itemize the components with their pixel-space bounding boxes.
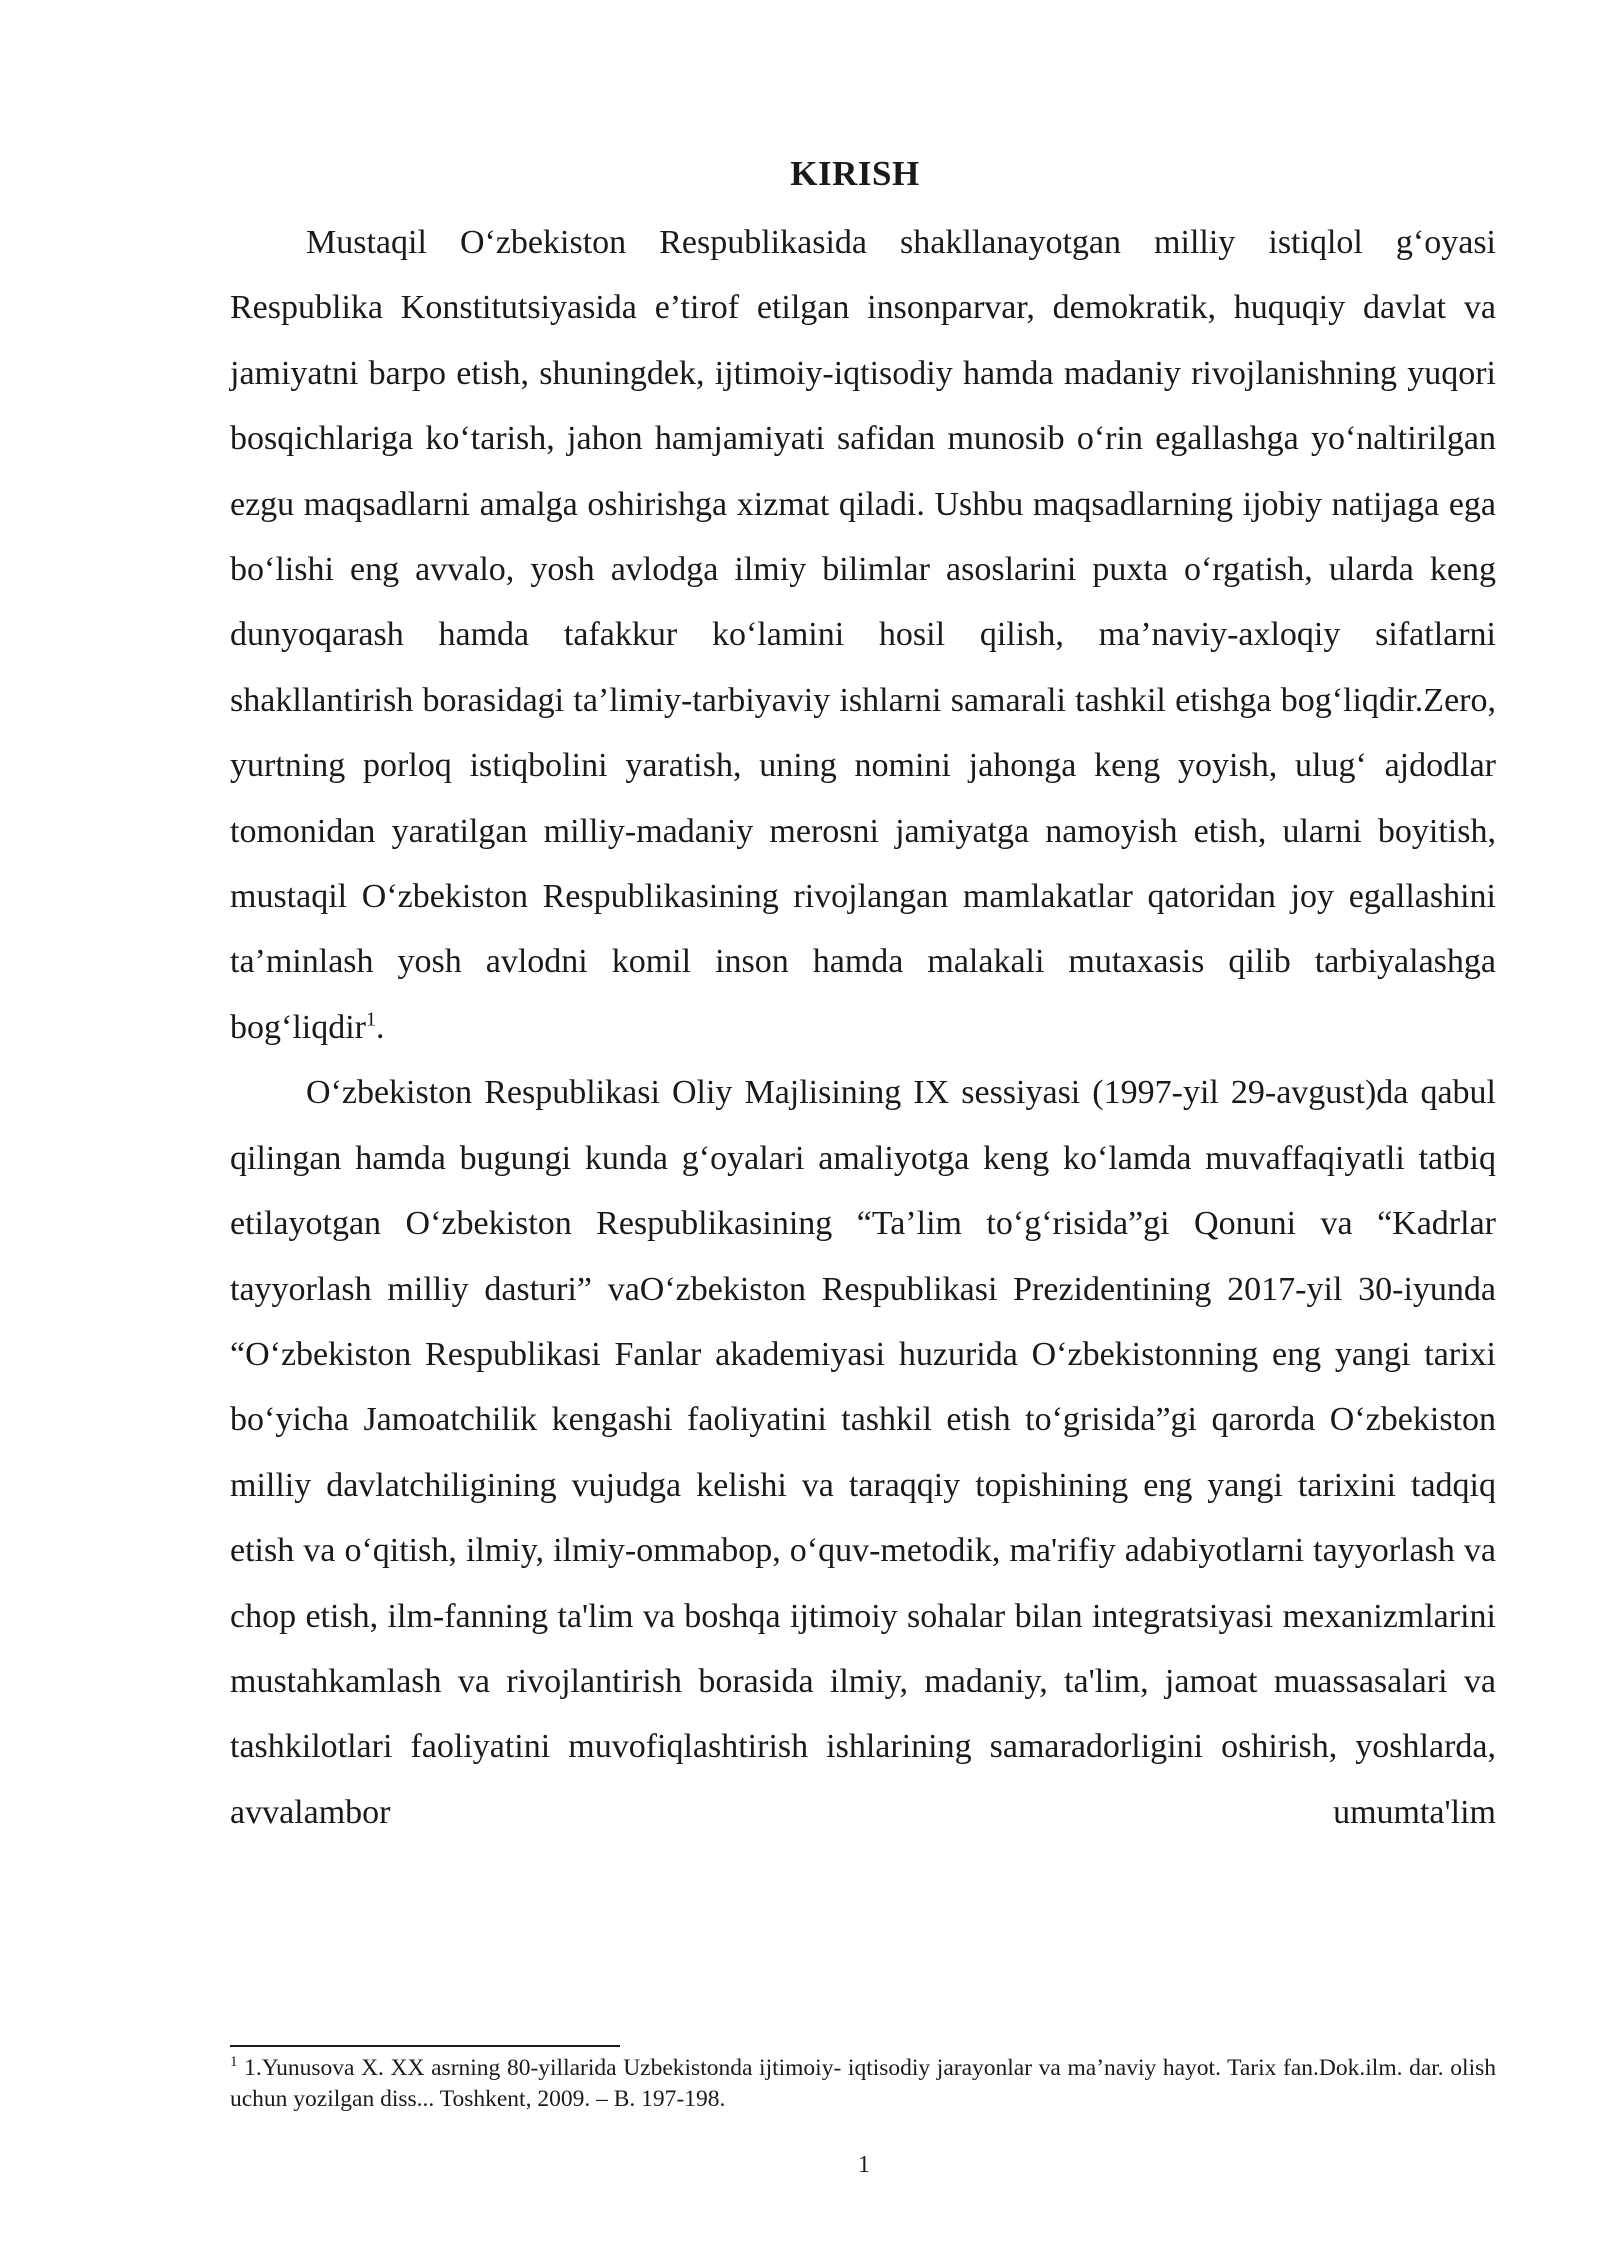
footnote-marker: 1 — [230, 2054, 238, 2071]
footnote-separator — [230, 2045, 620, 2047]
paragraph-1-text: Mustaqil O‘zbekiston Respublikasida shakllanayotgan milliy istiqlol g‘oyasi Respublika Konstitutsiyasida e’tirof etilgan insonparvar, demokratik, huquqiy davlat va jamiyatni barpo etish, shuningdek, ijtimoiy-iqtisodiy hamda madaniy rivojlanishning yuqori bosqichlariga ko‘tarish, jahon hamjamiyati safidan munosib o‘rin egallashga yo‘naltirilgan ezgu maqsadlarni amalga oshirishga xizmat qiladi. Ushbu maqsadlarning ijobiy natijaga ega bo‘lishi eng avvalo, yosh avlodga ilmiy bilimlar asoslarini puxta o‘rgatish, ularda keng dunyoqarash hamda tafakkur ko‘lamini hosil qilish, ma’naviy-axloqiy sifatlarni shakllantirish borasidagi ta’limiy-tarbiyaviy ishlarni samarali tashkil etishga bog‘liqdir.Zero, yurtning porloq istiqbolini yaratish, uning nomini jahonga keng yoyish, ulug‘ ajdodlar tomonidan yaratilgan milliy-madaniy merosni jamiyatga namoyish etish, ularni boyitish, mustaqil O‘zbekiston Respublikasining rivojlangan mamlakatlar qatoridan joy egallashini ta’minlash yosh avlodni komil inson hamda malakali mutaxasis qilib tarbiyalashga bog‘liqdir — [230, 224, 1496, 1046]
page-title: KIRISH — [790, 154, 920, 193]
body-text — [230, 210, 1496, 1845]
paragraph-1 — [230, 210, 1496, 1060]
paragraph-1-end: . — [375, 1008, 385, 1046]
footnote-reference[interactable]: 1 — [365, 1008, 376, 1031]
paragraph-2 — [230, 1060, 1496, 1845]
footnote-text: 1.Yunusova X. XX asrning 80-yillarida Uzbekistonda ijtimoiy- iqtisodiy jarayonlar va ma’naviy hayot. Tarix fan.Dok.ilm. dar. olish uchun yozilgan diss... Toshkent, 2009. – B. 197-198. — [230, 2055, 1497, 2112]
paragraph-2-text: O‘zbekiston Respublikasi Oliy Majlisining IX sessiyasi (1997-yil 29-avgust)da qabul qilingan hamda bugungi kunda g‘oyalari amaliyotga keng ko‘lamda muvaffaqiyatli tatbiq etilayotgan O‘zbekiston Respublikasining “Ta’lim to‘g‘risida”gi Qonuni va “Kadrlar tayyorlash milliy dasturi” vaO‘zbekiston Respublikasi Prezidentining 2017-yil 30-iyunda “O‘zbekiston Respublikasi Fanlar akademiyasi huzurida O‘zbekistonning eng yangi tarixi bo‘yicha Jamoatchilik kengashi faoliyatini tashkil etish to‘grisida”gi qarorda O‘zbekiston milliy davlatchiligining vujudga kelishi va taraqqiy topishining eng yangi tarixini tadqiq etish va o‘qitish, ilmiy, ilmiy-ommabop, o‘quv-metodik, ma'rifiy adabiyotlarni tayyorlash va chop etish, ilm-fanning ta'lim va boshqa ijtimoiy sohalar bilan integratsiyasi mexanizmlarini mustahkamlash va rivojlantirish borasida ilmiy, madaniy, ta'lim, jamoat muassasalari va tashkilotlari faoliyatini muvofiqlashtirish ishlarining samaradorligini oshirish, yoshlarda, avvalambor umumta'lim — [230, 1074, 1496, 1831]
footnote — [230, 2053, 1496, 2115]
page-number: 1 — [858, 2152, 870, 2178]
